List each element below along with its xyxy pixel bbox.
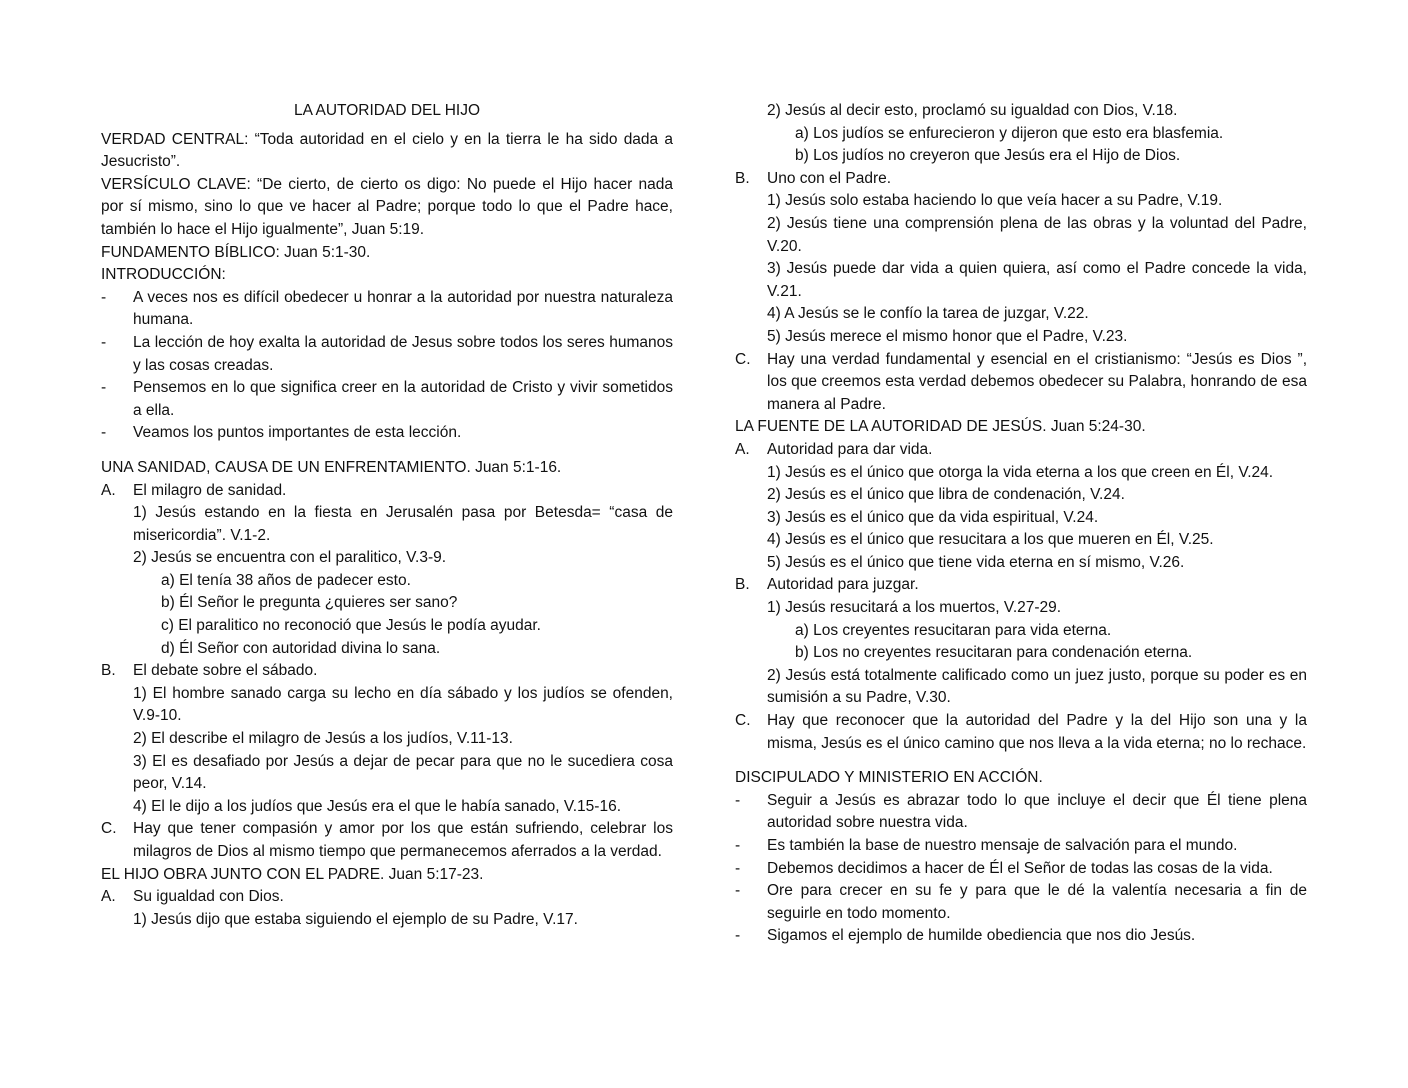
sub-item: 4) A Jesús se le confío la tarea de juzgar, V.22. xyxy=(767,305,1089,323)
letter-marker: C. xyxy=(101,820,117,838)
dash-marker: - xyxy=(735,837,741,854)
letter-marker: B. xyxy=(735,576,750,594)
dash-marker: - xyxy=(101,333,107,351)
action-item xyxy=(735,880,1307,925)
sub-item: 1) Jesús resucitará a los muertos, V.27-29. xyxy=(767,599,1062,617)
sub-item: 2) Jesús se encuentra con el paralitico, V.3-9. xyxy=(133,549,447,567)
action-item xyxy=(735,925,1307,948)
sub-item: 2) Jesús tiene una comprensión plena de las obras y la voluntad del Padre, V.20. xyxy=(767,214,1307,255)
letter-marker: C. xyxy=(735,712,751,730)
section-2-point-a xyxy=(101,886,673,909)
right-column xyxy=(735,100,1307,948)
action-item-text: Debemos decidimos a hacer de Él el Señor de todas las cosas de la vida. xyxy=(767,859,1273,877)
sub-item: 1) El hombre sanado carga su lecho en día sábado y los judíos se ofenden, V.9-10. xyxy=(133,684,673,725)
section-3-point-c xyxy=(735,710,1307,755)
action-item-text: Ore para crecer en su fe y para que le dé la valentía necesaria a fin de seguirle en todo momento. xyxy=(767,882,1307,922)
action-item-text: Es también la base de nuestro mensaje de salvación para el mundo. xyxy=(767,837,1238,854)
sub-item: 1) Jesús solo estaba haciendo lo que veía hacer a su Padre, V.19. xyxy=(767,192,1223,210)
sub-item: 2) Jesús es el único que libra de condenación, V.24. xyxy=(767,486,1125,504)
dash-marker: - xyxy=(101,288,107,306)
dash-marker: - xyxy=(735,927,741,945)
section-3-point-a xyxy=(735,439,1307,462)
sub-sub-item: b) Los judíos no creyeron que Jesús era el Hijo de Dios. xyxy=(795,147,1181,165)
section-1-point-c xyxy=(101,818,673,863)
sub-item: 1) Jesús estando en la fiesta en Jerusalén pasa por Betesda= “casa de misericordia”. V.1-2. xyxy=(133,504,673,544)
dash-marker: - xyxy=(735,882,741,900)
sub-sub-item: d) Él Señor con autoridad divina lo sana. xyxy=(161,639,441,657)
point-text: Hay que reconocer que la autoridad del Padre y la del Hijo son una y la misma, Jesús es el único camino que nos lleva a la vida eterna; no lo rechace. xyxy=(767,712,1307,752)
action-item xyxy=(735,858,1307,881)
versiculo-clave: VERSÍCULO CLAVE: “De cierto, de cierto os digo: No puede el Hijo hacer nada por sí mismo, sino lo que ve hacer al Padre; porque todo lo que el Padre hace, también lo hace el Hijo igualmente”, Juan 5:19. xyxy=(101,175,673,238)
document-title: LA AUTORIDAD DEL HIJO xyxy=(293,102,481,119)
sub-item: 1) Jesús es el único que otorga la vida eterna a los que creen en Él, V.24. xyxy=(767,463,1274,481)
sub-item: 4) El le dijo a los judíos que Jesús era el que le había sanado, V.15-16. xyxy=(133,797,622,815)
point-text: Su igualdad con Dios. xyxy=(133,888,284,906)
sub-sub-item: a) Los judíos se enfurecieron y dijeron que esto era blasfemia. xyxy=(795,124,1224,142)
sub-item: 4) Jesús es el único que resucitara a los que mueren en Él, V.25. xyxy=(767,531,1214,549)
point-text: El debate sobre el sábado. xyxy=(133,662,318,680)
dash-marker: - xyxy=(101,379,107,397)
sub-sub-item: a) Los creyentes resucitaran para vida eterna. xyxy=(795,621,1112,639)
section-1-point-a xyxy=(101,480,673,503)
letter-marker: C. xyxy=(735,350,751,368)
letter-marker: A. xyxy=(101,888,116,906)
action-item-text: Sigamos el ejemplo de humilde obediencia que nos dio Jesús. xyxy=(767,927,1196,945)
sub-sub-item: b) Él Señor le pregunta ¿quieres ser sano? xyxy=(161,594,458,612)
sub-item: 5) Jesús merece el mismo honor que el Padre, V.23. xyxy=(767,327,1128,345)
letter-marker: A. xyxy=(101,481,116,499)
sub-item: 3) Jesús es el único que da vida espiritual, V.24. xyxy=(767,508,1099,526)
sub-item: 1) Jesús dijo que estaba siguiendo el ejemplo de su Padre, V.17. xyxy=(133,910,578,928)
point-text: Autoridad para juzgar. xyxy=(767,576,919,594)
point-text: Hay que tener compasión y amor por los que están sufriendo, celebrar los milagros de Dios al mismo tiempo que permanecemos aferrados a la verdad. xyxy=(133,820,673,860)
letter-marker: B. xyxy=(101,662,116,680)
section-2-point-b xyxy=(735,168,1307,191)
action-item xyxy=(735,790,1307,835)
intro-item-text: La lección de hoy exalta la autoridad de Jesus sobre todos los seres humanos y las cosas creadas. xyxy=(133,333,673,374)
action-item-text: Seguir a Jesús es abrazar todo lo que incluye el decir que Él tiene plena autoridad sobre nuestra vida. xyxy=(767,791,1307,832)
verdad-central: VERDAD CENTRAL: “Toda autoridad en el cielo y en la tierra le ha sido dada a Jesucristo”. xyxy=(101,130,673,171)
fundamento-biblico: FUNDAMENTO BÍBLICO: Juan 5:1-30. xyxy=(101,243,371,261)
point-text: Autoridad para dar vida. xyxy=(767,440,933,458)
intro-item xyxy=(101,332,673,377)
intro-item xyxy=(101,422,673,445)
left-column xyxy=(101,100,673,931)
intro-item-text: A veces nos es difícil obedecer u honrar a la autoridad por nuestra naturaleza humana. xyxy=(133,288,673,329)
sub-item: 2) El describe el milagro de Jesús a los judíos, V.11-13. xyxy=(133,730,513,748)
sub-sub-item: b) Los no creyentes resucitaran para condenación eterna. xyxy=(795,644,1193,662)
letter-marker: A. xyxy=(735,440,750,458)
sub-item: 3) Jesús puede dar vida a quien quiera, así como el Padre concede la vida, V.21. xyxy=(767,260,1307,300)
section-4-heading: DISCIPULADO Y MINISTERIO EN ACCIÓN. xyxy=(735,769,1043,787)
point-text: Hay una verdad fundamental y esencial en el cristianismo: “Jesús es Dios ”, los que creemos esta verdad debemos obedecer su Palabra, honrando de esa manera al Padre. xyxy=(767,350,1307,413)
letter-marker: B. xyxy=(735,169,750,187)
sub-item: 5) Jesús es el único que tiene vida eterna en sí mismo, V.26. xyxy=(767,553,1185,571)
sub-item: 3) El es desafiado por Jesús a dejar de pecar para que no le sucediera cosa peor, V.14. xyxy=(133,752,673,793)
action-item xyxy=(735,835,1307,858)
sub-item: 2) Jesús al decir esto, proclamó su igualdad con Dios, V.18. xyxy=(767,102,1178,119)
point-text: Uno con el Padre. xyxy=(767,169,892,187)
sub-sub-item: c) El paralitico no reconoció que Jesús le podía ayudar. xyxy=(161,617,541,635)
point-text: El milagro de sanidad. xyxy=(133,481,287,499)
intro-item-text: Veamos los puntos importantes de esta lección. xyxy=(133,424,462,442)
section-1-point-b xyxy=(101,660,673,683)
section-3-heading: LA FUENTE DE LA AUTORIDAD DE JESÚS. Juan 5:24-30. xyxy=(735,418,1146,436)
introduccion-heading: INTRODUCCIÓN: xyxy=(101,266,226,284)
section-2-point-c xyxy=(735,349,1307,417)
dash-marker: - xyxy=(735,791,741,809)
intro-item xyxy=(101,287,673,332)
section-2-heading: EL HIJO OBRA JUNTO CON EL PADRE. Juan 5:17-23. xyxy=(101,865,484,883)
sub-item: 2) Jesús está totalmente calificado como un juez justo, porque su poder es en sumisión a su Padre, V.30. xyxy=(767,666,1307,707)
dash-marker: - xyxy=(101,424,107,442)
intro-item xyxy=(101,377,673,422)
intro-item-text: Pensemos en lo que significa creer en la autoridad de Cristo y vivir sometidos a ella. xyxy=(133,379,673,419)
dash-marker: - xyxy=(735,859,741,877)
sub-sub-item: a) El tenía 38 años de padecer esto. xyxy=(161,571,411,589)
section-3-point-b xyxy=(735,574,1307,597)
section-1-heading: UNA SANIDAD, CAUSA DE UN ENFRENTAMIENTO. Juan 5:1-16. xyxy=(101,458,562,476)
